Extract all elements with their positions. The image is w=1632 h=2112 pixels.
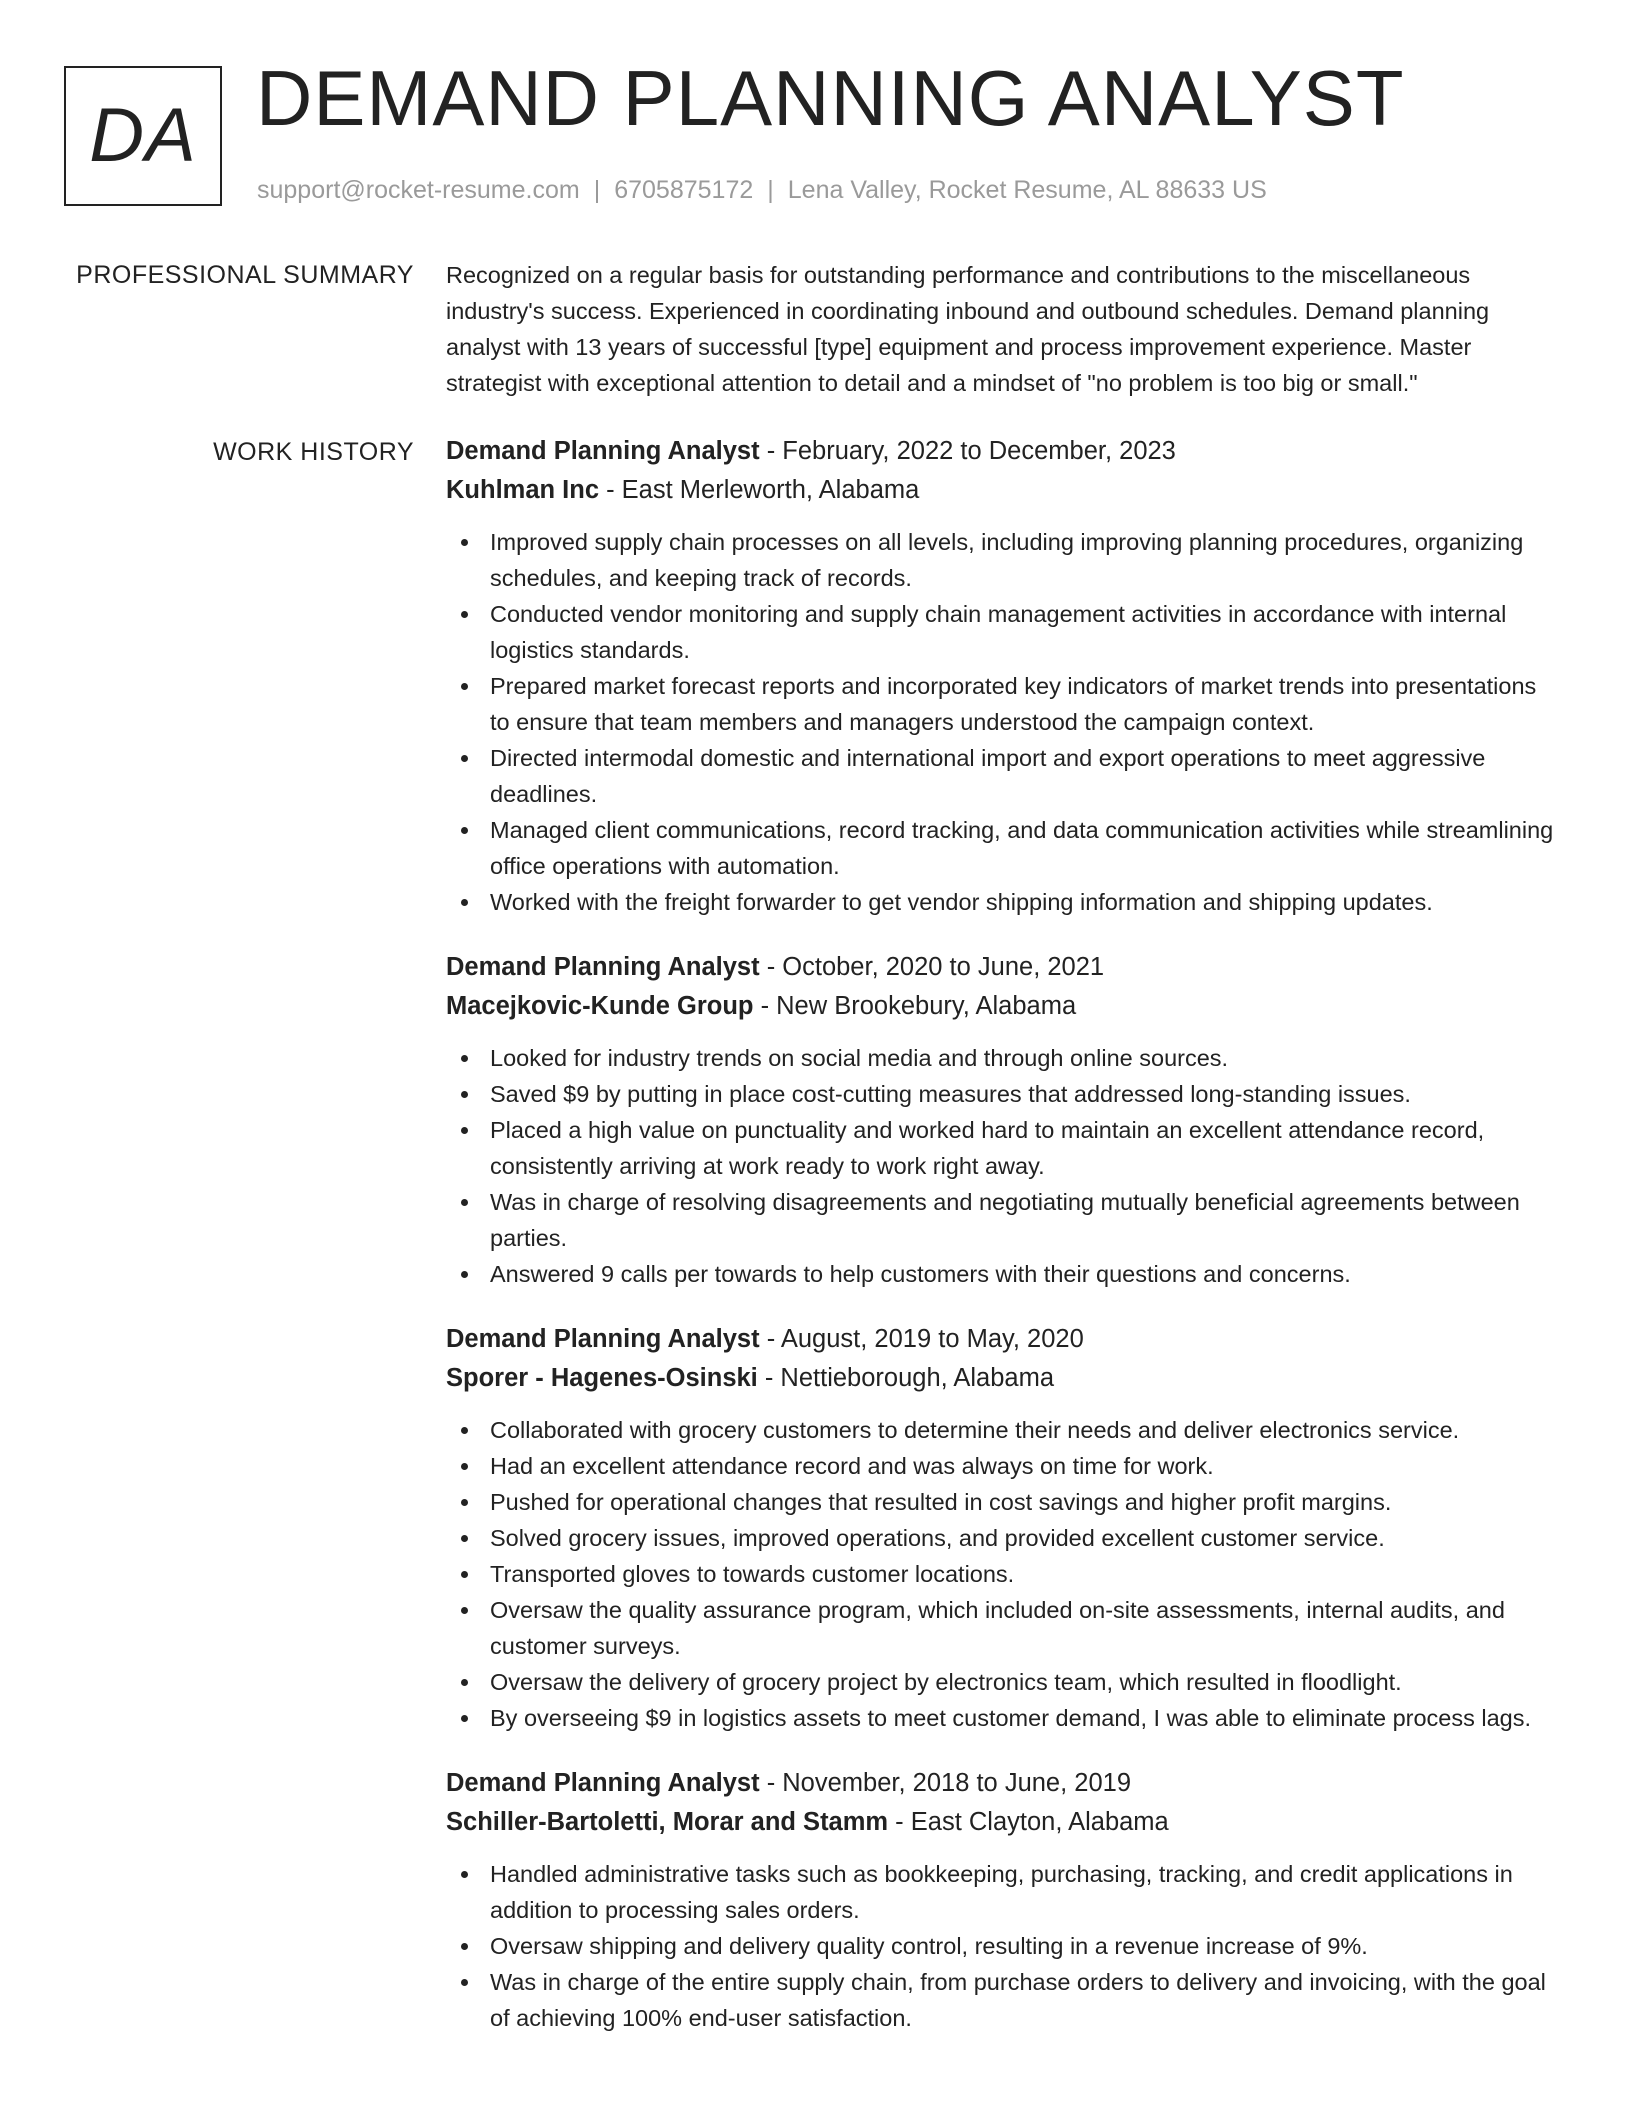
contact-email: support@rocket-resume.com bbox=[257, 176, 580, 204]
job-entry bbox=[446, 1764, 1556, 2036]
job-title: Demand Planning Analyst bbox=[446, 953, 760, 981]
job-company-line bbox=[446, 1359, 1556, 1398]
job-bullet: By overseeing $9 in logistics assets to meet customer demand, I was able to eliminate process lags. bbox=[446, 1700, 1556, 1736]
job-title: Demand Planning Analyst bbox=[446, 1769, 760, 1797]
candidate-title: DEMAND PLANNING ANALYST bbox=[256, 54, 1405, 142]
job-company-line bbox=[446, 987, 1556, 1026]
job-bullet: Oversaw the delivery of grocery project by electronics team, which resulted in floodlight. bbox=[446, 1664, 1556, 1700]
job-title-line bbox=[446, 1320, 1556, 1359]
work-history-body bbox=[446, 432, 1556, 2064]
contact-line bbox=[257, 174, 1267, 207]
job-bullet: Worked with the freight forwarder to get vendor shipping information and shipping updates. bbox=[446, 884, 1556, 920]
job-bullet: Was in charge of resolving disagreements and negotiating mutually beneficial agreements between parties. bbox=[446, 1184, 1556, 1256]
monogram-initials: DA bbox=[89, 93, 197, 178]
job-bullet: Placed a high value on punctuality and worked hard to maintain an excellent attendance record, consistently arriving at work ready to work right away. bbox=[446, 1112, 1556, 1184]
job-bullet: Saved $9 by putting in place cost-cutting measures that addressed long-standing issues. bbox=[446, 1076, 1556, 1112]
job-company: Macejkovic-Kunde Group bbox=[446, 992, 754, 1020]
job-bullet: Transported gloves to towards customer locations. bbox=[446, 1556, 1556, 1592]
job-title: Demand Planning Analyst bbox=[446, 1325, 760, 1353]
job-entry bbox=[446, 948, 1556, 1292]
contact-phone: 6705875172 bbox=[614, 176, 754, 204]
job-title-line bbox=[446, 1764, 1556, 1803]
job-bullet: Had an excellent attendance record and was always on time for work. bbox=[446, 1448, 1556, 1484]
job-entry bbox=[446, 1320, 1556, 1736]
job-dates: - October, 2020 to June, 2021 bbox=[759, 953, 1105, 981]
job-dates: - August, 2019 to May, 2020 bbox=[759, 1325, 1084, 1353]
job-bullet: Improved supply chain processes on all levels, including improving planning procedures, organizing schedules, and keeping track of records. bbox=[446, 524, 1556, 596]
job-location: - East Clayton, Alabama bbox=[888, 1808, 1169, 1836]
job-location: - New Brookebury, Alabama bbox=[753, 992, 1077, 1020]
contact-separator: | bbox=[593, 176, 601, 204]
job-bullet: Handled administrative tasks such as bookkeeping, purchasing, tracking, and credit applications in addition to processing sales orders. bbox=[446, 1856, 1556, 1928]
job-company: Sporer - Hagenes-Osinski bbox=[446, 1364, 758, 1392]
job-location: - Nettieborough, Alabama bbox=[757, 1364, 1055, 1392]
job-company-line bbox=[446, 1803, 1556, 1842]
contact-address: Lena Valley, Rocket Resume, AL 88633 US bbox=[787, 176, 1267, 204]
job-bullets bbox=[446, 1412, 1556, 1736]
summary-heading: PROFESSIONAL SUMMARY bbox=[76, 261, 414, 289]
job-bullet: Solved grocery issues, improved operations, and provided excellent customer service. bbox=[446, 1520, 1556, 1556]
job-bullets bbox=[446, 524, 1556, 920]
contact-separator: | bbox=[767, 176, 774, 204]
job-bullet: Managed client communications, record tracking, and data communication activities while streamlining office operations with automation. bbox=[446, 812, 1556, 884]
job-bullets bbox=[446, 1040, 1556, 1292]
job-title-line bbox=[446, 432, 1556, 471]
job-bullet: Looked for industry trends on social media and through online sources. bbox=[446, 1040, 1556, 1076]
job-title-line bbox=[446, 948, 1556, 987]
job-bullet: Conducted vendor monitoring and supply chain management activities in accordance with internal logistics standards. bbox=[446, 596, 1556, 668]
job-entry bbox=[446, 432, 1556, 920]
job-company-line bbox=[446, 471, 1556, 510]
job-bullet: Oversaw shipping and delivery quality control, resulting in a revenue increase of 9%. bbox=[446, 1928, 1556, 1964]
job-bullet: Pushed for operational changes that resulted in cost savings and higher profit margins. bbox=[446, 1484, 1556, 1520]
job-dates: - February, 2022 to December, 2023 bbox=[759, 437, 1176, 465]
summary-body bbox=[446, 257, 1556, 401]
monogram-box bbox=[64, 66, 222, 206]
job-bullet: Was in charge of the entire supply chain, from purchase orders to delivery and invoicing, with the goal of achieving 100% end-user satisfaction. bbox=[446, 1964, 1556, 2036]
job-title: Demand Planning Analyst bbox=[446, 437, 760, 465]
job-bullet: Answered 9 calls per towards to help customers with their questions and concerns. bbox=[446, 1256, 1556, 1292]
work-history-heading: WORK HISTORY bbox=[213, 438, 414, 466]
job-bullet: Prepared market forecast reports and incorporated key indicators of market trends into presentations to ensure that team members and managers understood the campaign context. bbox=[446, 668, 1556, 740]
job-dates: - November, 2018 to June, 2019 bbox=[759, 1769, 1132, 1797]
job-bullet: Directed intermodal domestic and international import and export operations to meet aggressive deadlines. bbox=[446, 740, 1556, 812]
job-location: - East Merleworth, Alabama bbox=[599, 476, 920, 504]
job-bullets bbox=[446, 1856, 1556, 2036]
job-bullet: Collaborated with grocery customers to determine their needs and deliver electronics service. bbox=[446, 1412, 1556, 1448]
summary-text: Recognized on a regular basis for outstanding performance and contributions to the miscellaneous industry's success. Experienced in coordinating inbound and outbound schedules. Demand planning analyst with 13 years of successful [type] equipment and process improvement experience. Master strategist with exceptional attention to detail and a mindset of "no problem is too big or small." bbox=[446, 262, 1490, 396]
job-company: Kuhlman Inc bbox=[446, 476, 600, 504]
job-company: Schiller-Bartoletti, Morar and Stamm bbox=[446, 1808, 889, 1836]
job-bullet: Oversaw the quality assurance program, which included on-site assessments, internal audits, and customer surveys. bbox=[446, 1592, 1556, 1664]
